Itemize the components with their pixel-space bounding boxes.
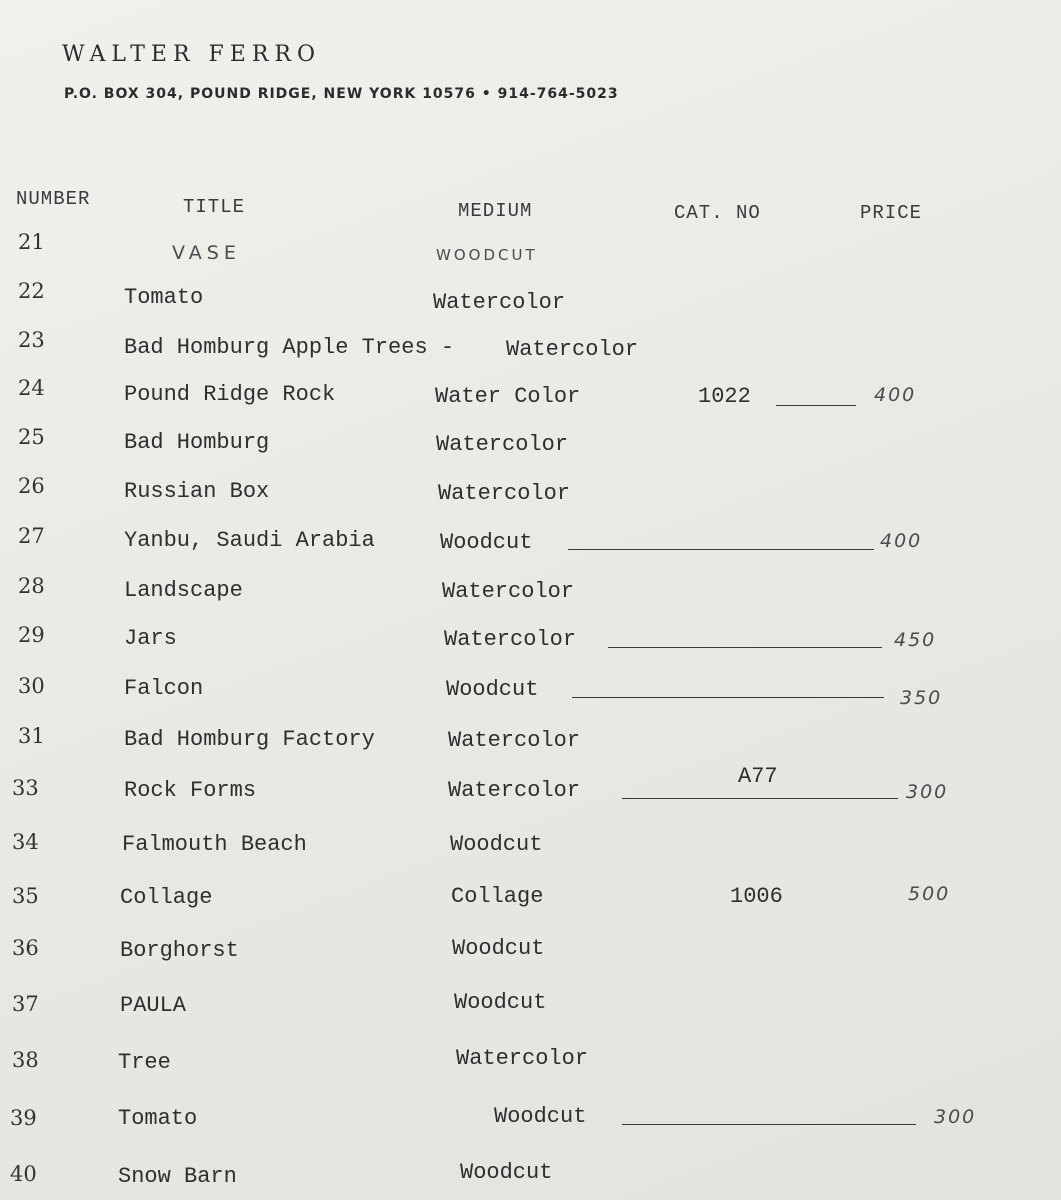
- row-medium: Woodcut: [452, 936, 545, 961]
- row-number: 36: [12, 936, 39, 960]
- row-title: Jars: [124, 626, 177, 651]
- row-title: Landscape: [124, 578, 243, 603]
- row-number: 38: [12, 1048, 39, 1072]
- row-number: 30: [18, 674, 45, 698]
- row-price: 450: [894, 629, 937, 651]
- row-number: 39: [10, 1106, 37, 1130]
- row-number: 22: [18, 279, 45, 303]
- column-header-medium: MEDIUM: [458, 200, 533, 222]
- row-number: 33: [12, 776, 39, 800]
- row-number: 40: [10, 1162, 37, 1186]
- row-medium: Watercolor: [456, 1046, 589, 1071]
- column-header-cat-no: CAT. NO: [674, 202, 761, 224]
- letterhead-name: WALTER FERRO: [62, 42, 321, 67]
- fill-line: [622, 1124, 916, 1125]
- row-medium: Water Color: [435, 384, 581, 409]
- row-medium: Watercolor: [448, 728, 581, 753]
- row-number: 21: [18, 230, 45, 254]
- row-medium: Watercolor: [436, 432, 569, 457]
- row-title: Bad Homburg: [124, 430, 270, 455]
- fill-line: [572, 697, 884, 698]
- row-title: Rock Forms: [124, 778, 257, 803]
- column-header-price: PRICE: [860, 202, 923, 224]
- row-number: 35: [12, 884, 39, 908]
- letterhead-address: P.O. BOX 304, POUND RIDGE, NEW YORK 10576 • 914-764-5023: [64, 86, 619, 102]
- row-number: 31: [18, 724, 45, 748]
- fill-line: [608, 647, 882, 648]
- row-number: 34: [12, 830, 39, 854]
- row-number: 27: [18, 524, 45, 548]
- row-title: Borghorst: [120, 938, 239, 963]
- row-number: 29: [18, 623, 45, 647]
- fill-line: [776, 405, 856, 406]
- row-title: Falcon: [124, 676, 204, 701]
- row-price: 400: [880, 530, 923, 552]
- row-medium: Watercolor: [444, 627, 577, 652]
- row-price: 350: [900, 687, 943, 709]
- row-title: PAULA: [120, 993, 187, 1018]
- row-title: Snow Barn: [118, 1164, 237, 1189]
- row-medium: Woodcut: [446, 677, 539, 702]
- column-header-number: NUMBER: [16, 188, 91, 210]
- row-medium: Watercolor: [438, 481, 571, 506]
- row-title: Bad Homburg Factory: [124, 727, 375, 752]
- row-medium: Woodcut: [494, 1104, 587, 1129]
- row-number: 37: [12, 992, 39, 1016]
- row-medium: Woodcut: [440, 530, 533, 555]
- row-title: Collage: [120, 885, 213, 910]
- row-title: Tomato: [124, 285, 204, 310]
- row-number: 23: [18, 328, 45, 352]
- row-price: 400: [874, 384, 917, 406]
- row-medium: Watercolor: [506, 337, 639, 362]
- row-number: 26: [18, 474, 45, 498]
- row-number: 24: [18, 376, 45, 400]
- row-title: Yanbu, Saudi Arabia: [124, 528, 375, 553]
- row-title: Tree: [118, 1050, 171, 1075]
- row-title: Russian Box: [124, 479, 270, 504]
- row-medium: Watercolor: [433, 290, 566, 315]
- fill-line: [568, 549, 874, 550]
- row-medium: Watercolor: [448, 778, 581, 803]
- column-header-title: TITLE: [183, 196, 246, 218]
- row-title: Bad Homburg Apple Trees -: [124, 335, 455, 360]
- row-medium: Woodcut: [460, 1160, 553, 1185]
- row-medium: Collage: [451, 884, 544, 909]
- row-title: Falmouth Beach: [122, 832, 307, 857]
- row-medium: WOODCUT: [436, 246, 538, 264]
- row-cat-no: A77: [738, 764, 778, 789]
- row-price: 300: [906, 781, 949, 803]
- row-medium: Woodcut: [450, 832, 543, 857]
- row-title: Tomato: [118, 1106, 198, 1131]
- row-cat-no: 1022: [698, 384, 751, 409]
- row-medium: Watercolor: [442, 579, 575, 604]
- row-price: 300: [934, 1106, 977, 1128]
- row-medium: Woodcut: [454, 990, 547, 1015]
- fill-line: [622, 798, 898, 799]
- row-title: Pound Ridge Rock: [124, 382, 336, 407]
- row-number: 25: [18, 425, 45, 449]
- row-price: 500: [908, 883, 951, 905]
- row-cat-no: 1006: [730, 884, 783, 909]
- row-title: VASE: [172, 242, 241, 264]
- row-number: 28: [18, 574, 45, 598]
